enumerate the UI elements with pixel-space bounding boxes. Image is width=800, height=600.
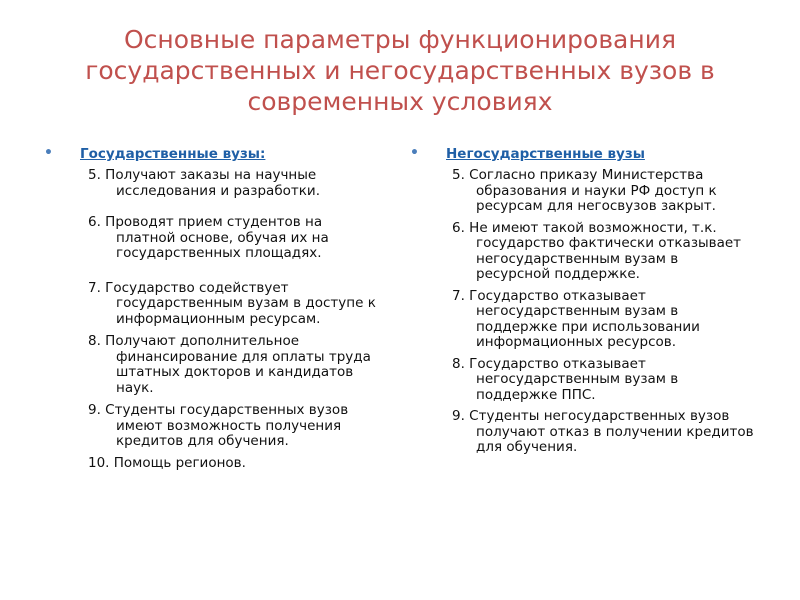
list-item: 9. Студенты негосударственных вузов получают отказ в получении кредитов для обучения. <box>452 408 754 455</box>
list-item: 6. Не имеют такой возможности, т.к. государство фактически отказывает негосударственным вузам в ресурсной поддержке. <box>452 219 742 282</box>
list-item: 6. Проводят прием студентов на платной основе, обучая их на государственных площадях. <box>88 214 329 261</box>
state-universities-list <box>44 168 384 471</box>
bullet-icon: • <box>410 145 419 161</box>
list-item: 9. Студенты государственных вузов имеют возможность получения кредитов для обучения. <box>88 402 349 449</box>
bullet-icon: • <box>44 145 53 161</box>
state-universities-column <box>44 146 384 471</box>
non-state-universities-list <box>410 168 755 456</box>
list-item: 10. Помощь регионов. <box>88 454 246 471</box>
list-item: 8. Получают дополнительное финансирование для оплаты труда штатных докторов и кандидатов наук. <box>88 333 371 396</box>
list-item: 8. Государство отказывает негосударственным вузам в поддержке ППС. <box>452 355 679 403</box>
list-item: 7. Государство отказывает негосударственным вузам в поддержке при использовании информационных ресурсов. <box>452 287 700 350</box>
state-universities-header-label: Государственные вузы: <box>80 146 266 162</box>
list-item: 5. Согласно приказу Министерства образования и науки РФ доступ к ресурсам для негосвузов закрыт. <box>452 167 717 214</box>
list-item: 7. Государство содействует государственным вузам в доступе к информационным ресурсам. <box>88 279 376 327</box>
non-state-universities-header-label: Негосударственные вузы <box>446 146 645 162</box>
slide-title: Основные параметры функционирования государственных и негосударственных вузов в современных условиях <box>85 25 715 116</box>
state-universities-header <box>44 146 384 163</box>
non-state-universities-column <box>410 146 755 456</box>
non-state-universities-header <box>410 146 755 163</box>
list-item: 5. Получают заказы на научные исследования и разработки. <box>88 167 320 199</box>
